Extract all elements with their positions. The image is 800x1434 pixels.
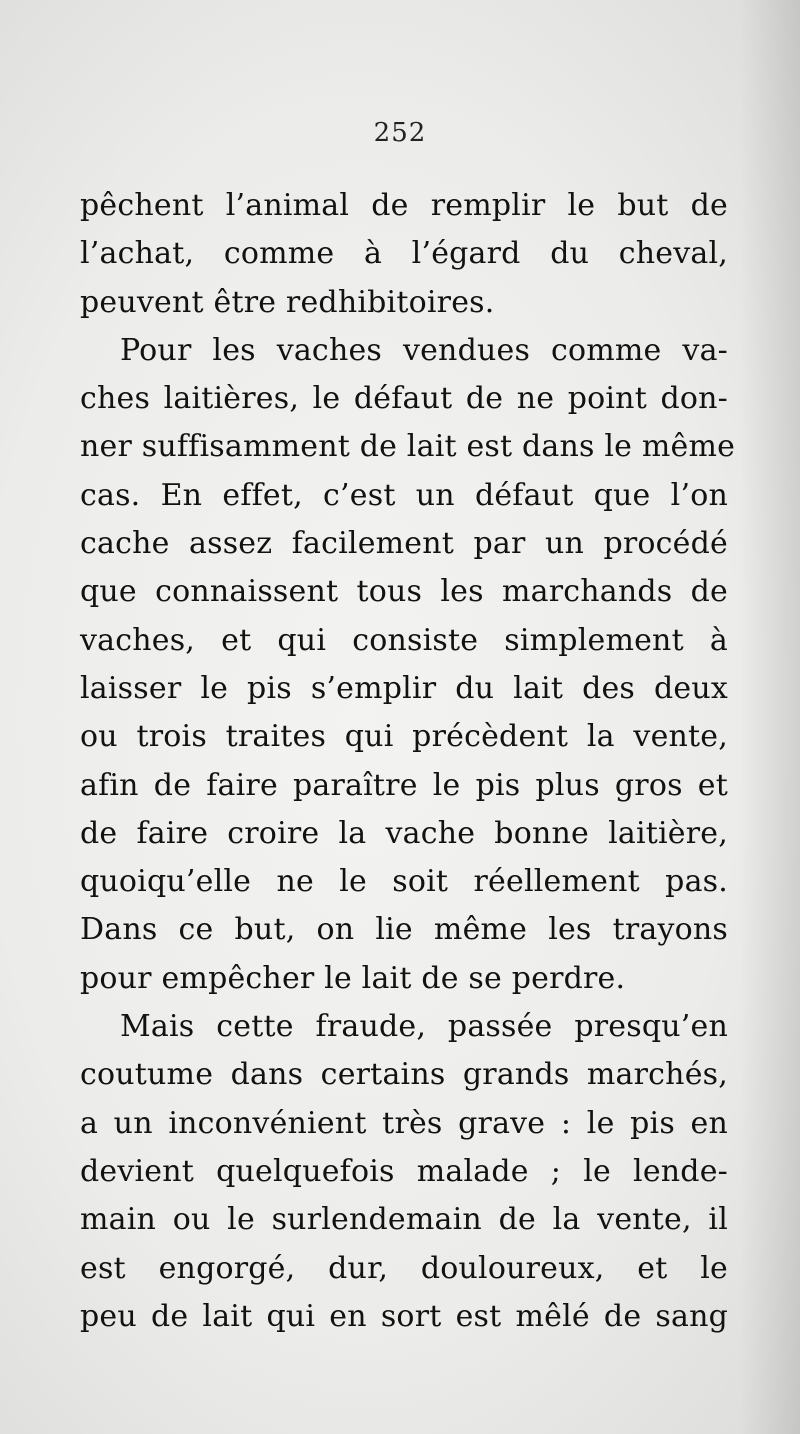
text-line: ou trois traites qui précèdent la vente,: [80, 719, 728, 755]
text-line: Mais cette fraude, passée presqu’en: [120, 1009, 728, 1045]
text-line: a un inconvénient très grave : le pis en: [80, 1105, 728, 1141]
text-line: laisser le pis s’emplir du lait des deux: [80, 670, 728, 706]
text-line: que connaissent tous les marchands de: [80, 574, 728, 610]
text-line: Dans ce but, on lie même les trayons: [80, 912, 728, 948]
text-line: pêchent l’animal de remplir le but de: [80, 188, 728, 223]
text-line: cas. En effet, c’est un défaut que l’on: [80, 477, 728, 513]
text-line: l’achat, comme à l’égard du cheval,: [80, 236, 728, 272]
body-text: [80, 182, 736, 1341]
text-line: de faire croire la vache bonne laitière,: [80, 815, 728, 851]
text-line: ner suffisamment de lait est dans le même: [80, 429, 736, 465]
text-line: Pour les vaches vendues comme va-: [120, 332, 728, 368]
text-line: peu de lait qui en sort est mêlé de sang: [80, 1298, 728, 1334]
text-line: main ou le surlendemain de la vente, il: [80, 1202, 728, 1238]
text-line: quoiqu’elle ne le soit réellement pas.: [80, 864, 728, 900]
text-line: est engorgé, dur, douloureux, et le: [80, 1250, 728, 1286]
text-line: ches laitières, le défaut de ne point don-: [80, 381, 728, 417]
text-line: vaches, et qui consiste simplement à: [80, 622, 728, 658]
text-line: afin de faire paraître le pis plus gros et: [80, 767, 728, 803]
page-number: 252: [373, 118, 427, 148]
text-line: peuvent être redhibitoires.: [80, 284, 495, 320]
text-line: coutume dans certains grands marchés,: [80, 1057, 728, 1093]
text-line: cache assez facilement par un procédé: [80, 526, 728, 562]
text-line: devient quelquefois malade ; le lende-: [80, 1153, 728, 1189]
text-line: pour empêcher le lait de se perdre.: [80, 960, 626, 996]
